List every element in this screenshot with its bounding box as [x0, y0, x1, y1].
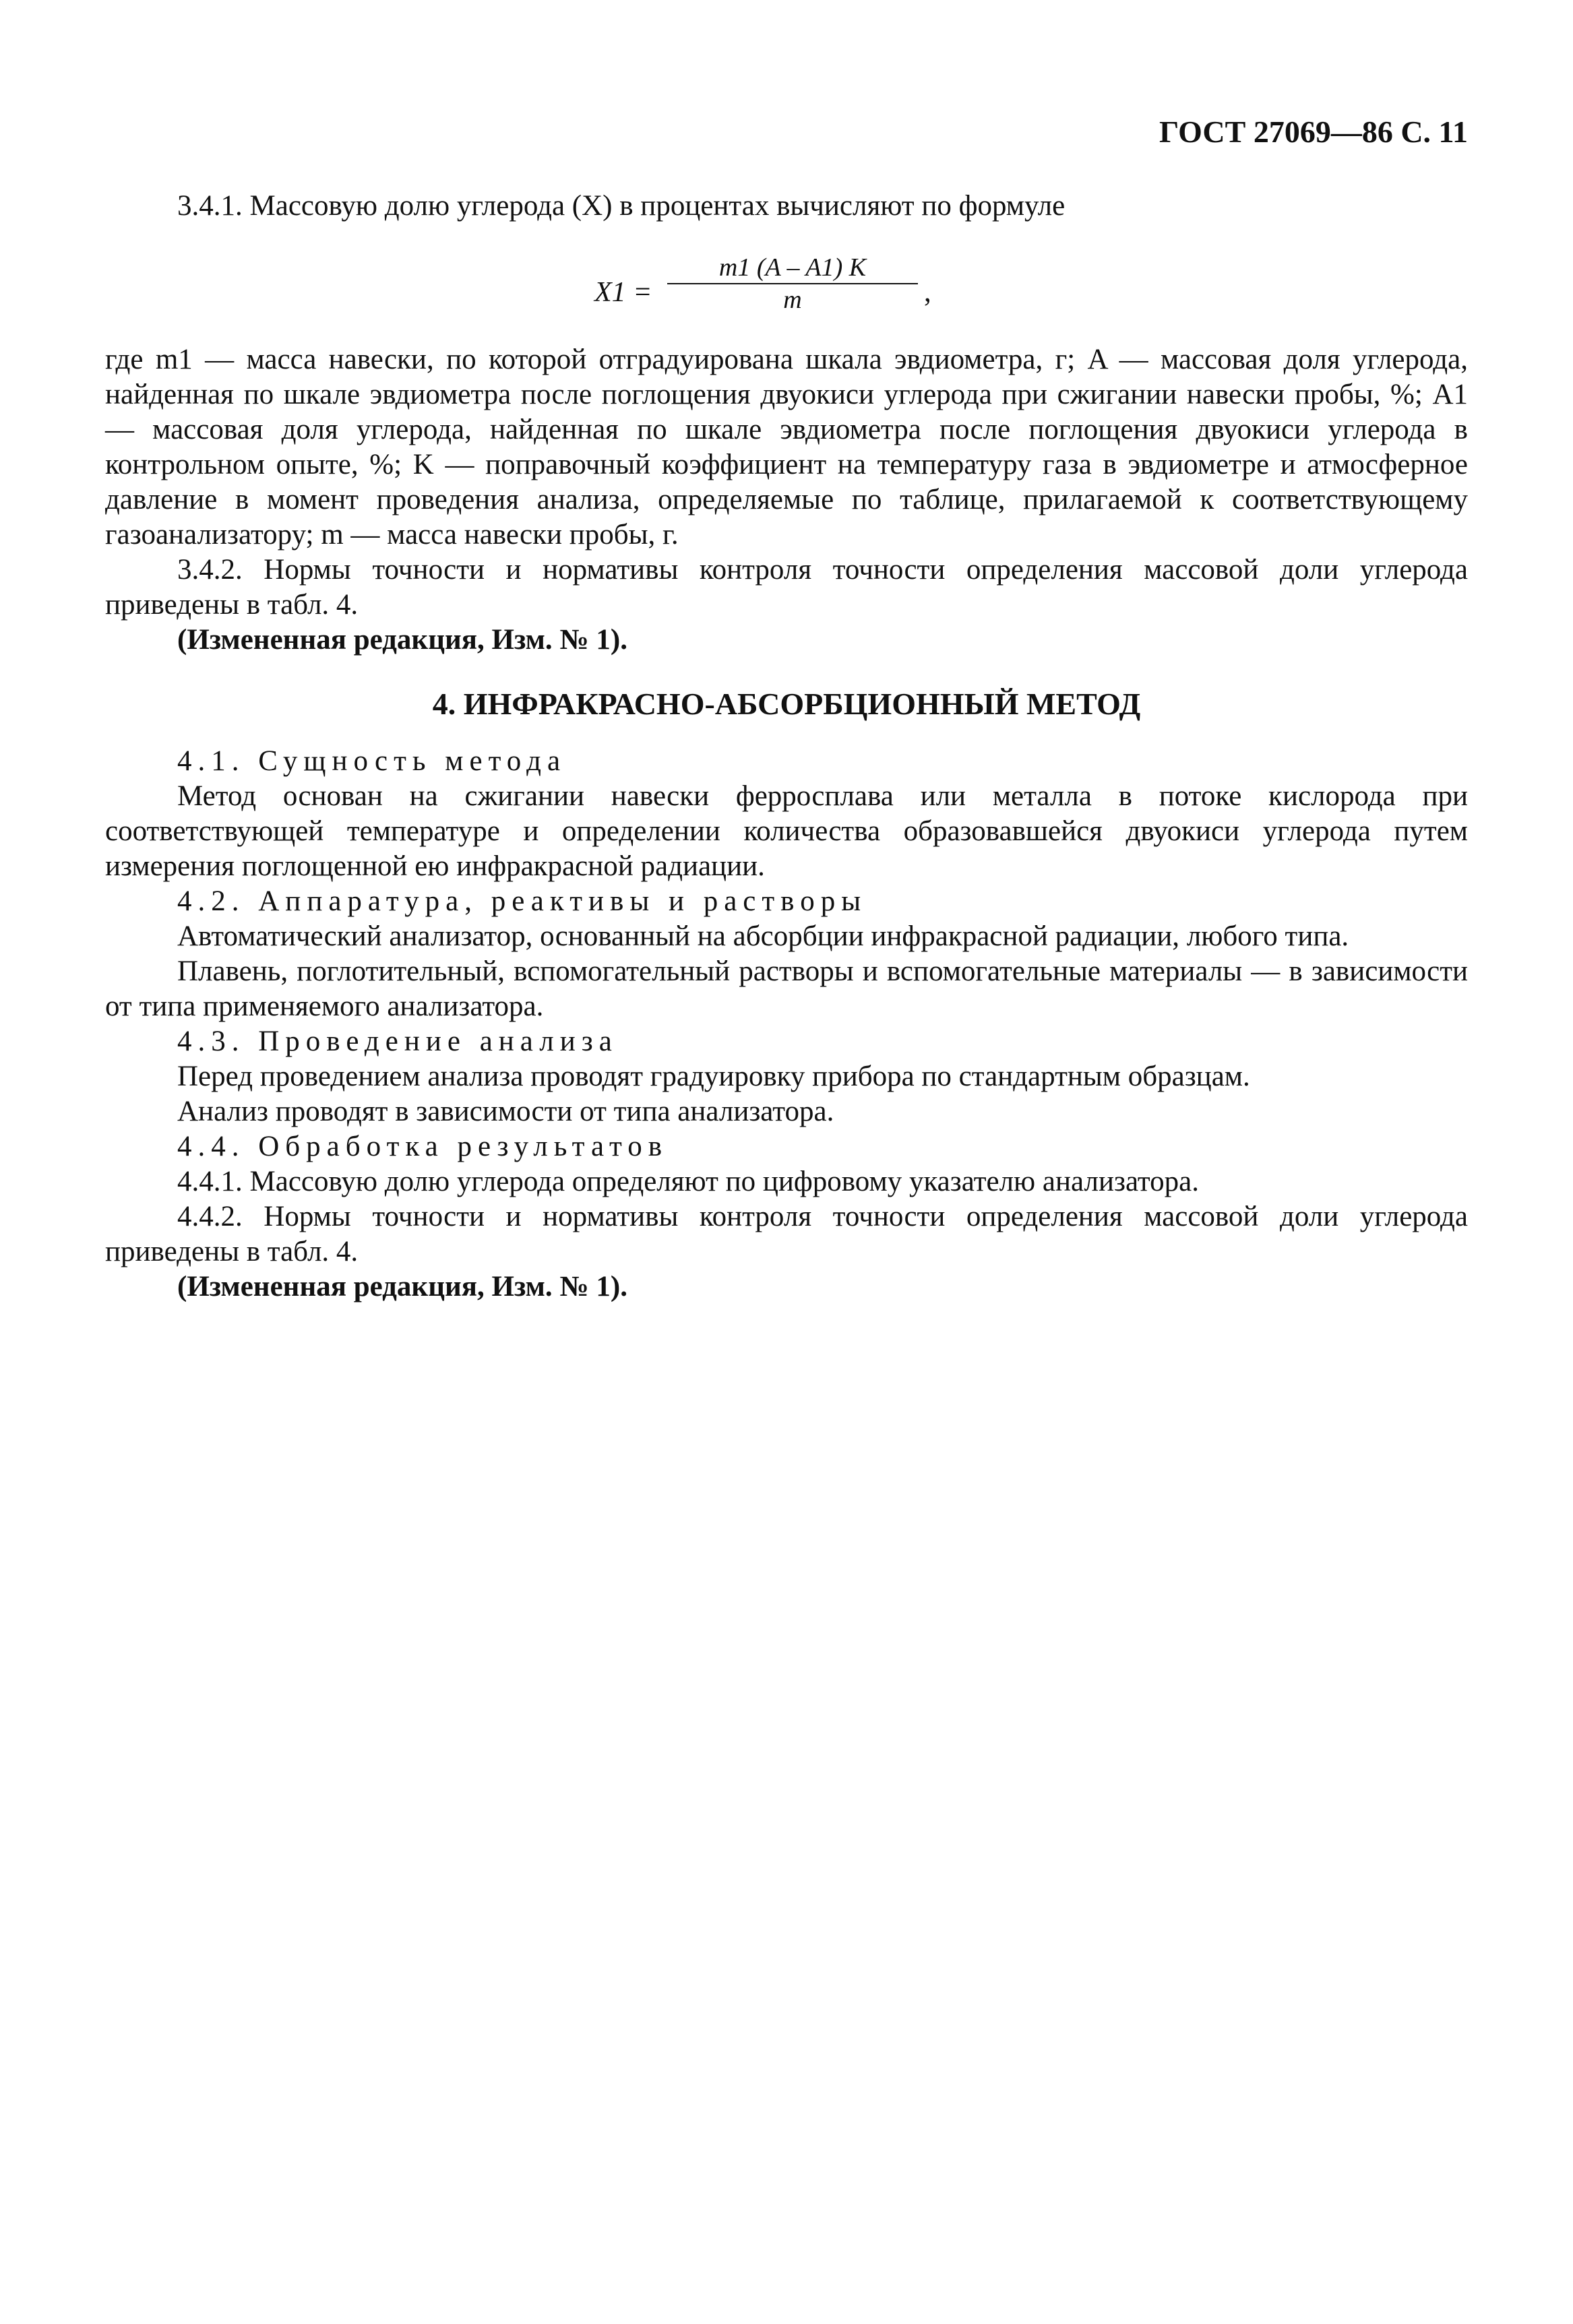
heading-4-3: 4.3. Проведение анализа: [177, 1026, 618, 1057]
formula-comma: ,: [924, 276, 931, 308]
page-content: [105, 189, 1468, 1305]
amendment-note-4: (Измененная редакция, Изм. № 1).: [177, 1271, 627, 1302]
heading-4-1: 4.1. Сущность метода: [177, 745, 567, 777]
page-header: ГОСТ 27069—86 С. 11: [1159, 115, 1468, 149]
paragraph-3-4-1-intro: 3.4.1. Массовую долю углерода (X) в процентах вычисляют по формуле: [177, 190, 1066, 222]
formula-x1: [105, 252, 1468, 326]
formula-denominator: m: [783, 286, 802, 314]
paragraph-4-3-b: Анализ проводят в зависимости от типа анализатора.: [177, 1096, 834, 1127]
paragraph-4-2-a: Автоматический анализатор, основанный на абсорбции инфракрасной радиации, любого типа.: [177, 920, 1349, 952]
heading-4-2: 4.2. Аппаратура, реактивы и растворы: [177, 885, 867, 917]
amendment-note-3: (Измененная редакция, Изм. № 1).: [177, 624, 627, 656]
heading-4-4: 4.4. Обработка результатов: [177, 1131, 668, 1162]
paragraph-4-4-2: 4.4.2. Нормы точности и нормативы контроля точности определения массовой доли углерода приведены в табл. 4.: [105, 1201, 1468, 1267]
paragraph-4-3-a: Перед проведением анализа проводят градуировку прибора по стандартным образцам.: [177, 1061, 1250, 1092]
formula-numerator: m1 (A – A1) K: [667, 252, 918, 284]
paragraph-3-4-2: 3.4.2. Нормы точности и нормативы контроля точности определения массовой доли углерода приведены в табл. 4.: [105, 554, 1468, 621]
formula-lhs: X1 =: [594, 277, 652, 308]
paragraph-4-4-1: 4.4.1. Массовую долю углерода определяют по цифровому указателю анализатора.: [177, 1166, 1199, 1197]
paragraph-4-1: Метод основан на сжигании навески ферросплава или металла в потоке кислорода при соответствующей температуре и определении количества образовавшейся двуокиси углерода путем измерения поглощенной ею инфракрасной радиации.: [105, 780, 1468, 882]
formula-fraction: [667, 252, 918, 315]
paragraph-3-4-1-where: где m1 — масса навески, по которой отградуирована шкала эвдиометра, г; A — массовая доля углерода, найденная по шкале эвдиометра после поглощения двуокиси углерода при сжигании навески пробы, %; A1 — массовая доля углерода, найденная по шкале эвдиометра после поглощения двуокиси углерода в контрольном опыте, %; K — поправочный коэффициент на температуру газа в эвдиометре и атмосферное давление в момент проведения анализа, определяемые по таблице, прилагаемой к соответствующему газоанализатору; m — масса навески пробы, г.: [105, 344, 1468, 551]
section-4-title: 4. ИНФРАКРАСНО-АБСОРБЦИОННЫЙ МЕТОД: [432, 687, 1141, 721]
paragraph-4-2-b: Плавень, поглотительный, вспомогательный растворы и вспомогательные материалы — в зависимости от типа применяемого анализатора.: [105, 955, 1468, 1022]
